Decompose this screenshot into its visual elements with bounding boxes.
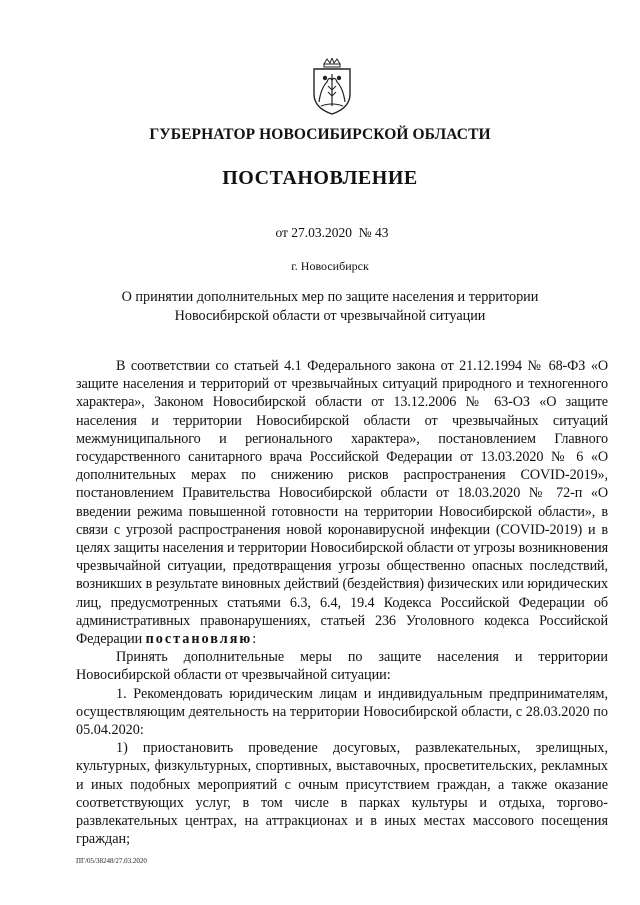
document-body [76,357,608,848]
preamble-text: В соответствии со статьей 4.1 Федерального закона от 21.12.1994 № 68-ФЗ «О защите населения и территорий от чрезвычайных ситуаций природного и техногенного характера», Законом Новосибирской области от 13.12.2006 № 63-ОЗ «О защите населения и территории Новосибирской области от чрезвычайных ситуаций межмуниципального и регионального характера», постановлением Главного государственного санитарного врача Российской Федерации от 13.03.2020 № 6 «О дополнительных мерах по снижению рисков распространения COVID-2019», постановлением Правительства Новосибирской области от 18.03.2020 № 72-п «О введении режима повышенной готовности на территории Новосибирской области», в связи с угрозой распространения новой коронавирусной инфекции (COVID-2019) и в целях защиты населения и территории Новосибирской области от угрозы возникновения чрезвычайной ситуации, предотвращения угрозы общественно опасных последствий, возникших в результате виновных действий (бездействия) физических или юридических лиц, предусмотренных статьями 6.3, 6.4, 19.4 Кодекса Российской Федерации об административных правонарушениях, статьей 236 Уголовного кодекса Российской Федерации [76,358,608,648]
authority-title: ГУБЕРНАТОР НОВОСИБИРСКОЙ ОБЛАСТИ [149,126,491,143]
paragraph-measures: Принять дополнительные меры по защите населения и территории Новосибирской области от чрезвычайной ситуации: [76,649,608,684]
paragraph-subitem-1: 1) приостановить проведение досуговых, развлекательных, зрелищных, культурных, физкультурных, спортивных, выставочных, просветительских, рекламных и иных подобных мероприятий с очным присутствием граждан, а также оказание соответствующих услуг, в том числе в парках культуры и отдыха, торгово-развлекательных центрах, на аттракционах и в иных местах массового посещения граждан; [76,740,608,848]
preamble-paragraph [76,357,608,648]
document-city: г. Новосибирск [291,259,369,273]
document-subject [10,288,640,325]
decree-word: постановляю [145,631,253,648]
footer-code: ПГ/05/38248/27.03.2020 [76,857,147,865]
document-type: ПОСТАНОВЛЕНИЕ [222,167,418,189]
document-date-number: от 27.03.2020 № 43 [275,225,389,240]
subject-line-1: О принятии дополнительных мер по защите населения и территории [121,289,539,305]
paragraph-item-1: 1. Рекомендовать юридическим лицам и индивидуальным предпринимателям, осуществляющим деятельность на территории Новосибирской области, с 28.03.2020 по 05.04.2020: [76,685,608,739]
coat-of-arms-icon [309,58,355,116]
subject-line-2: Новосибирской области от чрезвычайной ситуации [174,307,486,324]
decree-colon: : [252,631,257,648]
